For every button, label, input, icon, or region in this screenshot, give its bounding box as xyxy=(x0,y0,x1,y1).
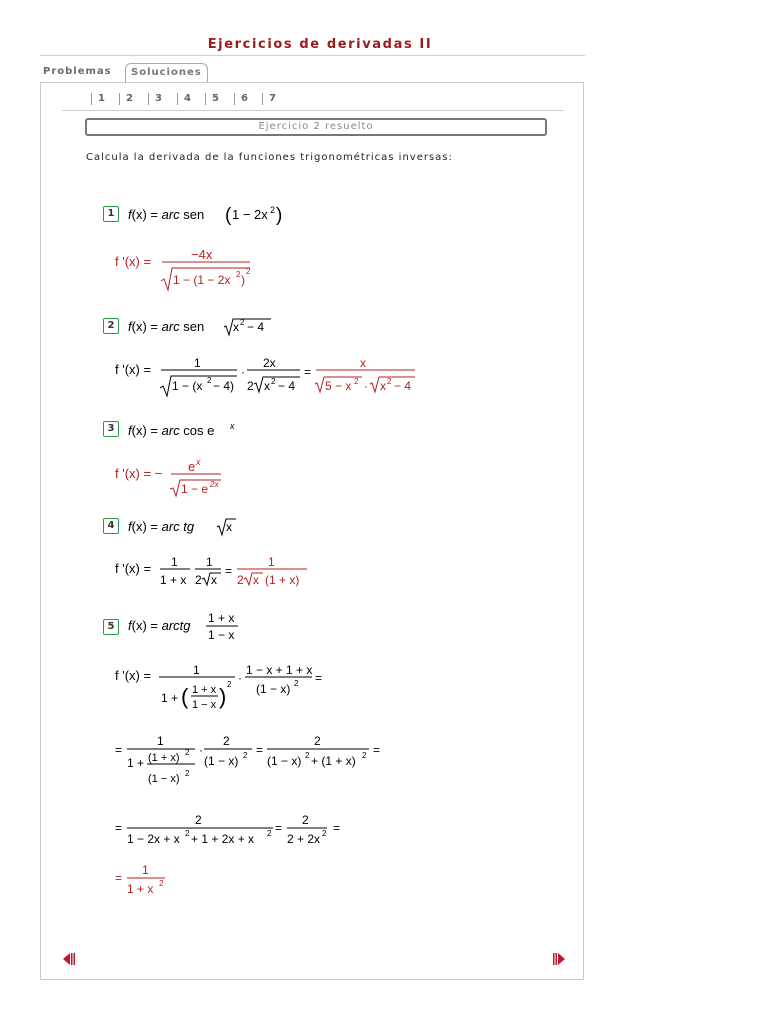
item-badge-5: 5 xyxy=(103,619,119,635)
svg-text:f(x) = arc cos e: f(x) = arc cos e xyxy=(128,423,215,438)
function-5 xyxy=(126,610,246,644)
svg-text:(1 + x): (1 + x) xyxy=(265,573,300,587)
derivative-5-step-2 xyxy=(115,732,390,792)
svg-text:2: 2 xyxy=(305,751,310,760)
svg-text:2: 2 xyxy=(302,813,309,827)
page-title: Ejercicios de derivadas II xyxy=(207,37,433,52)
svg-text:x: x xyxy=(230,421,235,431)
exercise-link-7[interactable]: 7 xyxy=(262,93,276,105)
exercise-statement: Calcula la derivada de la funciones trigonométricas inversas: xyxy=(86,152,453,163)
function-3 xyxy=(126,419,246,441)
svg-text:1 − e: 1 − e xyxy=(181,482,209,496)
svg-text:1: 1 xyxy=(171,555,178,569)
derivative-5-result xyxy=(115,862,175,898)
svg-text:2: 2 xyxy=(240,318,245,327)
svg-text:2: 2 xyxy=(236,270,241,279)
svg-text:1: 1 xyxy=(206,555,213,569)
svg-text:=: = xyxy=(333,821,341,835)
svg-text:1 − (1 − 2x: 1 − (1 − 2x xyxy=(173,273,231,287)
tab-soluciones[interactable]: Soluciones xyxy=(125,63,208,82)
svg-text:f(x) = arc sen: f(x) = arc sen xyxy=(128,207,205,222)
svg-text:f '(x) =: f '(x) = xyxy=(115,254,152,269)
svg-text:1 − x + 1 + x: 1 − x + 1 + x xyxy=(246,663,313,677)
svg-text:2: 2 xyxy=(271,377,276,386)
derivative-2 xyxy=(115,354,420,400)
svg-text:− 4: − 4 xyxy=(278,379,296,393)
svg-text:2: 2 xyxy=(243,751,248,760)
svg-text:(1 − x): (1 − x) xyxy=(204,754,239,768)
svg-text:(1 + x): (1 + x) xyxy=(148,752,180,764)
svg-text:5 − x: 5 − x xyxy=(325,379,352,393)
svg-text:=: = xyxy=(275,821,283,835)
svg-text:1 − (x: 1 − (x xyxy=(172,379,203,393)
svg-text:·: · xyxy=(364,379,368,393)
svg-text:2: 2 xyxy=(185,748,190,757)
svg-text:2: 2 xyxy=(362,751,367,760)
svg-text:1: 1 xyxy=(194,356,201,370)
svg-text:x: x xyxy=(253,573,259,587)
svg-text:2: 2 xyxy=(227,680,232,689)
svg-text:f '(x) = −: f '(x) = − xyxy=(115,466,163,481)
svg-text:=: = xyxy=(115,871,123,885)
svg-text:=: = xyxy=(373,743,381,757)
exercise-number-bar xyxy=(62,92,564,111)
derivative-5 xyxy=(115,660,335,712)
item-badge-1: 1 xyxy=(103,206,119,222)
prev-arrow-icon[interactable] xyxy=(62,952,76,966)
svg-text:2: 2 xyxy=(267,829,272,838)
svg-text:): ) xyxy=(219,684,227,709)
svg-text:1 + x: 1 + x xyxy=(192,684,217,696)
svg-text:1 − x: 1 − x xyxy=(208,628,235,642)
svg-text:1 − x: 1 − x xyxy=(192,699,217,711)
svg-text:e: e xyxy=(188,459,196,474)
svg-text:): ) xyxy=(276,205,283,226)
svg-text:1 − 2x: 1 − 2x xyxy=(232,207,268,222)
svg-text:1: 1 xyxy=(193,663,200,677)
derivative-3 xyxy=(115,458,230,500)
svg-text:2: 2 xyxy=(207,376,212,385)
svg-text:1 − 2x + x: 1 − 2x + x xyxy=(127,832,180,846)
svg-text:2: 2 xyxy=(185,769,190,778)
svg-text:+ 1 + 2x + x: + 1 + 2x + x xyxy=(191,832,255,846)
svg-text:2: 2 xyxy=(247,379,254,393)
svg-text:1: 1 xyxy=(157,734,164,748)
svg-text:2: 2 xyxy=(294,679,299,688)
svg-text:(1 − x): (1 − x) xyxy=(256,682,291,696)
svg-text:=: = xyxy=(225,564,233,578)
svg-text:f '(x) =: f '(x) = xyxy=(115,668,152,683)
derivative-1 xyxy=(115,246,265,294)
function-2 xyxy=(126,313,286,337)
svg-text:f(x) = arctg: f(x) = arctg xyxy=(128,618,191,633)
svg-text:2: 2 xyxy=(354,377,359,386)
svg-text:·: · xyxy=(238,671,242,685)
svg-text:): ) xyxy=(241,273,245,287)
svg-text:(1 − x): (1 − x) xyxy=(267,754,302,768)
exercise-link-6[interactable]: 6 xyxy=(234,93,248,105)
svg-text:1 +: 1 + xyxy=(161,691,179,705)
title-divider xyxy=(40,55,585,56)
tab-problemas[interactable]: Problemas xyxy=(43,66,112,77)
svg-text:−4x: −4x xyxy=(191,247,213,262)
svg-text:− 4): − 4) xyxy=(213,379,235,393)
svg-text:1 + x: 1 + x xyxy=(208,611,235,625)
svg-text:+ (1 + x): + (1 + x) xyxy=(311,754,356,768)
item-badge-3: 3 xyxy=(103,421,119,437)
function-1 xyxy=(126,203,296,227)
item-badge-2: 2 xyxy=(103,318,119,334)
svg-text:2: 2 xyxy=(314,734,321,748)
svg-text:x: x xyxy=(264,379,270,393)
svg-text:=: = xyxy=(256,743,264,757)
exercise-link-2[interactable]: 2 xyxy=(119,93,133,105)
svg-text:x: x xyxy=(380,379,386,393)
svg-text:f(x) = arc tg: f(x) = arc tg xyxy=(128,519,195,534)
next-arrow-icon[interactable] xyxy=(552,952,566,966)
svg-text:2x: 2x xyxy=(263,356,276,370)
svg-text:(: ( xyxy=(225,205,232,226)
svg-text:f '(x) =: f '(x) = xyxy=(115,561,152,576)
svg-text:f '(x) =: f '(x) = xyxy=(115,362,152,377)
svg-text:2 + 2x: 2 + 2x xyxy=(287,832,321,846)
svg-text:− 4: − 4 xyxy=(247,320,265,334)
svg-text:1 + x: 1 + x xyxy=(160,573,187,587)
svg-text:·: · xyxy=(241,365,245,379)
svg-text:=: = xyxy=(304,365,312,379)
svg-text:2: 2 xyxy=(387,377,392,386)
svg-text:− 4: − 4 xyxy=(394,379,412,393)
svg-text:(: ( xyxy=(181,684,189,709)
exercise-link-1[interactable]: 1 xyxy=(91,93,105,105)
item-badge-4: 4 xyxy=(103,518,119,534)
derivative-4 xyxy=(115,553,315,593)
svg-text:2: 2 xyxy=(195,813,202,827)
function-4 xyxy=(126,513,246,537)
exercise-link-3[interactable]: 3 xyxy=(148,93,162,105)
svg-text:2: 2 xyxy=(270,205,276,215)
svg-text:1: 1 xyxy=(268,555,275,569)
svg-text:1: 1 xyxy=(142,863,149,877)
svg-text:2: 2 xyxy=(246,267,251,276)
svg-text:f(x) = arc sen: f(x) = arc sen xyxy=(128,319,205,334)
svg-text:(1 − x): (1 − x) xyxy=(148,773,180,785)
svg-text:=: = xyxy=(315,671,323,685)
exercise-link-5[interactable]: 5 xyxy=(205,93,219,105)
svg-text:2: 2 xyxy=(237,573,244,587)
svg-text:1 +: 1 + xyxy=(127,756,145,770)
svg-text:=: = xyxy=(115,743,123,757)
svg-text:2: 2 xyxy=(159,879,164,888)
svg-text:2: 2 xyxy=(195,573,202,587)
svg-text:x: x xyxy=(226,520,232,534)
svg-text:2x: 2x xyxy=(210,480,219,489)
svg-text:x: x xyxy=(233,320,239,334)
exercise-link-4[interactable]: 4 xyxy=(177,93,191,105)
derivative-5-step-3 xyxy=(115,812,355,848)
svg-text:2: 2 xyxy=(322,829,327,838)
svg-text:=: = xyxy=(115,821,123,835)
svg-text:1 + x: 1 + x xyxy=(127,882,154,896)
svg-text:2: 2 xyxy=(185,829,190,838)
svg-text:·: · xyxy=(199,743,203,757)
svg-text:2: 2 xyxy=(223,734,230,748)
svg-text:x: x xyxy=(211,573,217,587)
exercise-header: Ejercicio 2 resuelto xyxy=(85,118,547,136)
svg-text:x: x xyxy=(196,458,201,467)
svg-text:x: x xyxy=(360,356,366,370)
